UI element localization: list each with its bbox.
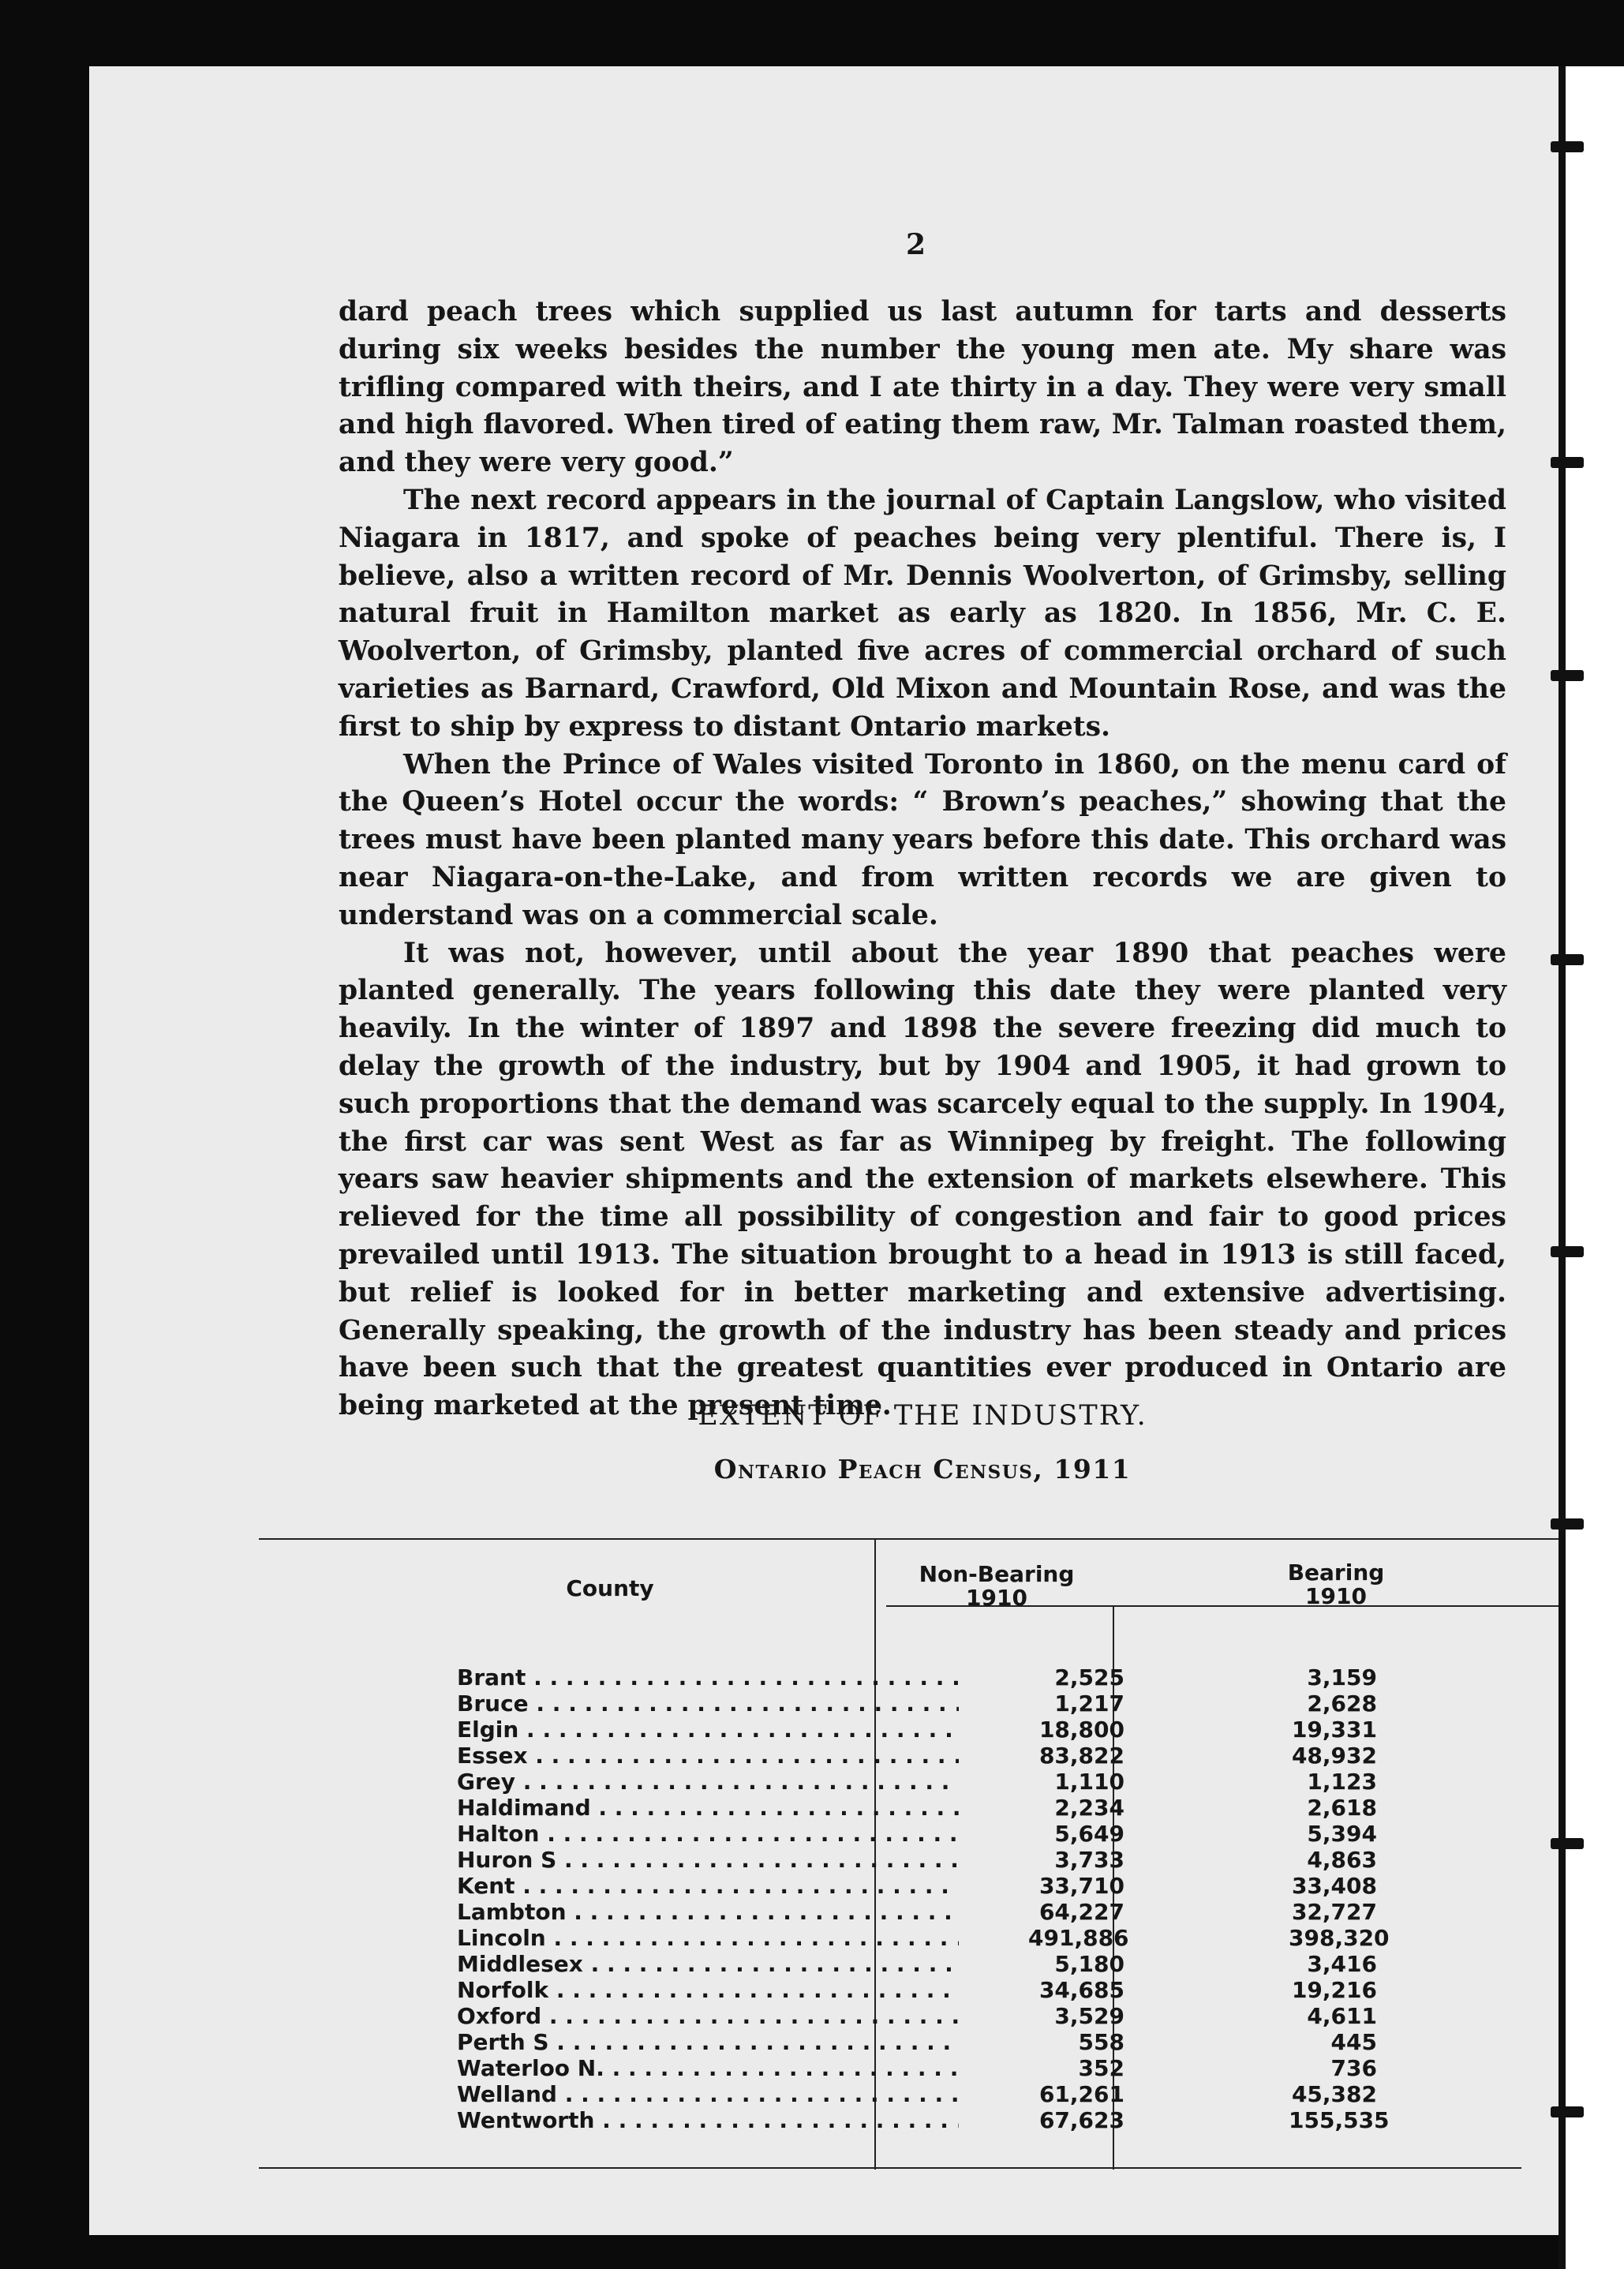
paragraph: The next record appears in the journal of Captain Langslow, who visited Niagara in 1817, and spoke of peaches being very plentiful. There is, I believe, also a written record of Mr. Dennis Woolverton, of Grimsby, selling natural fruit in Hamilton market as early as 1820. In 1856, Mr. C. E. Woolverton, of Grimsby, planted five acres of commercial orchard of such varieties as Barnard, Crawford, Old Mixon and Mountain Rose, and was the first to ship by express to distant Ontario markets.: [339, 484, 1506, 743]
header-non-bearing: Non-Bearing: [919, 1561, 1075, 1587]
bearing-value: 19,216: [1291, 1977, 1377, 2003]
table-row: [89, 1743, 1559, 1769]
non-bearing-value: 61,261: [1038, 2081, 1124, 2107]
county-name: Lincoln . . .: [457, 1925, 959, 1951]
table-row: [89, 2029, 1559, 2055]
table-row: [89, 1691, 1559, 1717]
table-title: Ontario Peach Census, 1911: [713, 1454, 1132, 1485]
paragraph: It was not, however, until about the year 1890 that peaches were planted generally. The years following this date they were planted very heavily. In the winter of 1897 and 1898 the severe freezing did much to delay the growth of the industry, but by 1904 and 1905, it had grown to such proportions that the demand was scarcely equal to the supply. In 1904, the first car was sent West as far as Winnipeg by freight. The following years saw heavier shipments and the extension of markets elsewhere. This relieved for the time all possibility of congestion and fair to good prices prevailed until 1913. The situation brought to a head in 1913 is still faced, but relief is looked for in better marketing and extensive advertising. Generally speaking, the growth of the industry has been steady and prices have been such that the greatest quantities ever produced in Ontario are being marketed at the present time.: [339, 937, 1506, 1422]
book-binding: [1559, 66, 1624, 2269]
non-bearing-value: 3,733: [1054, 1847, 1124, 1873]
header-non-bearing-year: 1910: [966, 1585, 1027, 1611]
table-row: [89, 1925, 1559, 1951]
non-bearing-value: 3,529: [1054, 2003, 1124, 2029]
binding-stitch: [1551, 954, 1584, 965]
section-title: EXTENT OF THE INDUSTRY.: [698, 1400, 1147, 1432]
header-bearing-year: 1910: [1305, 1583, 1367, 1609]
paragraph-continuation: dard peach trees which supplied us last autumn for tarts and desserts during six weeks besides the number the young men ate. My share was trifling compared with theirs, and I ate thirty in a day. They were very small and high flavored. When tired of eating them raw, Mr. Talman roasted them, and they were very good.”: [339, 296, 1506, 479]
non-bearing-value: 2,525: [1054, 1664, 1124, 1691]
header-county: County: [566, 1575, 654, 1601]
table-row: [89, 2081, 1559, 2107]
binding-stitch: [1551, 141, 1584, 152]
document-page: [89, 66, 1559, 2235]
county-name: Brant . . .: [457, 1664, 959, 1691]
county-name: Elgin . . .: [457, 1717, 959, 1743]
non-bearing-value: 5,649: [1054, 1821, 1124, 1847]
binding-stitch: [1551, 670, 1584, 681]
table-row: [89, 1899, 1559, 1925]
non-bearing-value: 2,234: [1054, 1795, 1124, 1821]
bearing-value: 19,331: [1291, 1717, 1377, 1743]
non-bearing-value: 1,110: [1054, 1769, 1124, 1795]
bearing-value: 2,618: [1307, 1795, 1377, 1821]
county-name: Essex . . .: [457, 1743, 959, 1769]
table-row: [89, 1664, 1559, 1691]
county-name: Halton . . .: [457, 1821, 959, 1847]
non-bearing-value: 67,623: [1038, 2107, 1124, 2133]
binding-stitch: [1551, 1518, 1584, 1530]
bearing-value: 5,394: [1307, 1821, 1377, 1847]
county-name: Middlesex . . .: [457, 1951, 959, 1977]
bearing-value: 3,416: [1307, 1951, 1377, 1977]
table-row: [89, 2107, 1559, 2133]
bearing-value: 33,408: [1291, 1873, 1377, 1899]
bearing-value: 48,932: [1291, 1743, 1377, 1769]
non-bearing-value: 64,227: [1038, 1899, 1124, 1925]
table-row: [89, 1795, 1559, 1821]
county-name: Waterloo N. . . .: [457, 2055, 959, 2081]
table-row: [89, 1847, 1559, 1873]
non-bearing-value: 491,886: [1028, 1925, 1129, 1951]
binding-stitch: [1551, 1838, 1584, 1849]
table-row: [89, 1717, 1559, 1743]
county-name: Kent . . .: [457, 1873, 959, 1899]
binding-stitch: [1551, 1246, 1584, 1257]
non-bearing-value: 352: [1078, 2055, 1124, 2081]
table-row: [89, 1951, 1559, 1977]
table-row: [89, 1977, 1559, 2003]
bearing-value: 4,863: [1307, 1847, 1377, 1873]
binding-stitch: [1551, 457, 1584, 468]
page-number: 2: [906, 228, 926, 261]
paragraph: When the Prince of Wales visited Toronto in 1860, on the menu card of the Queen’s Hotel occur the words: “ Brown’s peaches,” showing that the trees must have been planted many years before this date. This orchard was near Niagara-on-the-Lake, and from written records we are given to understand was on a commercial scale.: [339, 748, 1506, 931]
non-bearing-value: 1,217: [1054, 1691, 1124, 1717]
table-bottom-rule: [259, 2167, 1521, 2169]
non-bearing-value: 5,180: [1054, 1951, 1124, 1977]
county-name: Perth S . . .: [457, 2029, 959, 2055]
table-row: [89, 2003, 1559, 2029]
bearing-value: 736: [1330, 2055, 1377, 2081]
body-text: [339, 294, 1506, 1425]
bearing-value: 1,123: [1307, 1769, 1377, 1795]
county-name: Lambton . . .: [457, 1899, 959, 1925]
bearing-value: 4,611: [1307, 2003, 1377, 2029]
header-bearing: Bearing: [1287, 1559, 1385, 1586]
county-name: Wentworth . . .: [457, 2107, 959, 2133]
bearing-value: 445: [1330, 2029, 1377, 2055]
county-name: Bruce . . .: [457, 1691, 959, 1717]
binding-stitch: [1551, 2106, 1584, 2117]
county-name: Grey . . .: [457, 1769, 959, 1795]
county-name: Huron S . . .: [457, 1847, 959, 1873]
bearing-value: 155,535: [1289, 2107, 1390, 2133]
non-bearing-value: 18,800: [1038, 1717, 1124, 1743]
non-bearing-value: 558: [1078, 2029, 1124, 2055]
table-top-rule: [259, 1538, 1573, 1540]
bearing-value: 32,727: [1291, 1899, 1377, 1925]
bearing-value: 398,320: [1289, 1925, 1390, 1951]
county-name: Welland . . .: [457, 2081, 959, 2107]
scan-border: [0, 2235, 1559, 2269]
table-row: [89, 1821, 1559, 1847]
non-bearing-value: 83,822: [1038, 1743, 1124, 1769]
county-name: Haldimand . . .: [457, 1795, 959, 1821]
bearing-value: 45,382: [1291, 2081, 1377, 2107]
table-row: [89, 1769, 1559, 1795]
binding-thread: [1559, 66, 1566, 2269]
non-bearing-value: 34,685: [1038, 1977, 1124, 2003]
county-name: Norfolk . . .: [457, 1977, 959, 2003]
table-row: [89, 1873, 1559, 1899]
county-name: Oxford . . .: [457, 2003, 959, 2029]
bearing-value: 3,159: [1307, 1664, 1377, 1691]
bearing-value: 2,628: [1307, 1691, 1377, 1717]
table-row: [89, 2055, 1559, 2081]
non-bearing-value: 33,710: [1038, 1873, 1124, 1899]
